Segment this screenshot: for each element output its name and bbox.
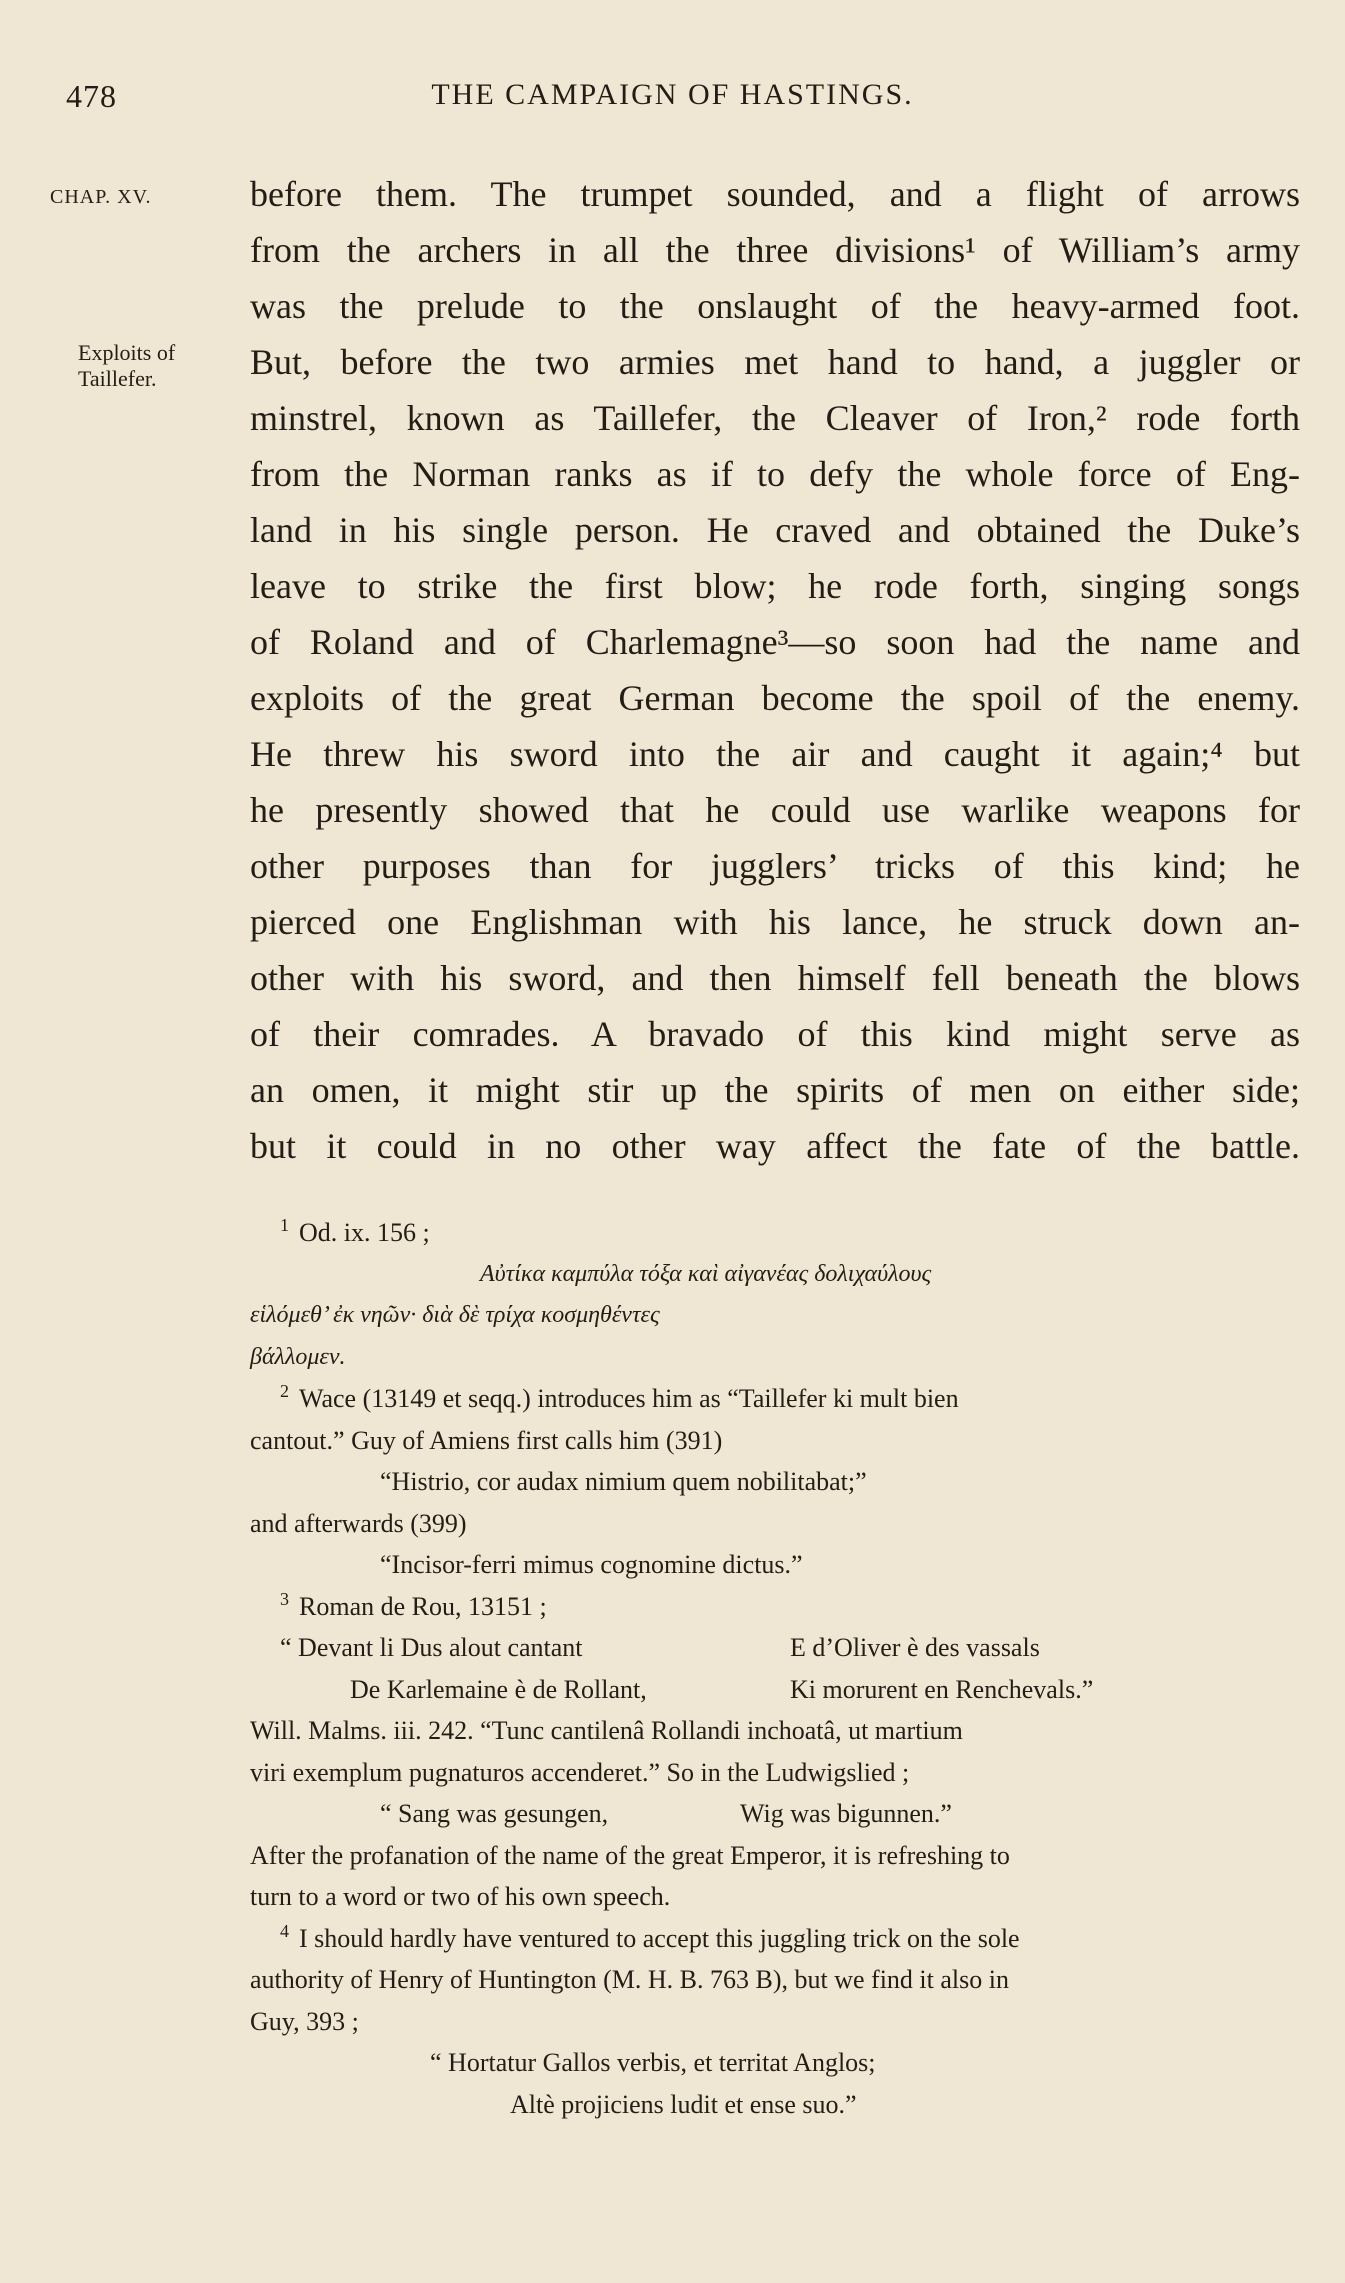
footnote-text: Roman de Rou, 13151 ; — [299, 1591, 547, 1621]
side-note-line: Taillefer. — [78, 366, 157, 391]
text-line: of their comrades. A bravado of this kind might serve as — [250, 1014, 1300, 1054]
footnote-text: Guy, 393 ; — [250, 2006, 359, 2036]
text-line: minstrel, known as Taillefer, the Cleaver of Iron,² rode forth — [250, 398, 1300, 438]
text-line: But, before the two armies met hand to hand, a juggler or — [250, 342, 1300, 382]
footnote-1 — [250, 1212, 1300, 1254]
footnote-mark: 2 — [280, 1381, 289, 1402]
footnote-text: I should hardly have ventured to accept this juggling trick on the sole — [299, 1923, 1020, 1953]
footnote-mark: 3 — [280, 1588, 289, 1609]
text-line: land in his single person. He craved and obtained the Duke’s — [250, 510, 1300, 550]
greek-quote-line: Αὐτίκα καμπύλα τόξα καὶ αἰγανέας δολιχαύλους — [480, 1260, 932, 1287]
verse-line — [250, 1627, 1300, 1669]
verse-right: Wig was bigunnen.” — [740, 1799, 952, 1828]
footnote-mark: 4 — [280, 1920, 289, 1941]
verse-left: “ Devant li Dus alout cantant — [280, 1633, 583, 1662]
footnote-text: turn to a word or two of his own speech. — [250, 1882, 671, 1911]
greek-quote-line: εἱλόμεθ’ ἐκ νηῶν· διὰ δὲ τρίχα κοσμηθέντες — [250, 1302, 660, 1328]
footnote-text: After the profanation of the name of the great Emperor, it is refreshing to — [250, 1840, 1010, 1870]
footnote-mark: 1 — [280, 1215, 289, 1236]
quote-line: “ Hortatur Gallos verbis, et territat Anglos; — [430, 2048, 876, 2077]
text-line: an omen, it might stir up the spirits of men on either side; — [250, 1070, 1300, 1110]
verse-line — [250, 1793, 1300, 1835]
text-line: exploits of the great German become the spoil of the enemy. — [250, 678, 1300, 718]
running-title: THE CAMPAIGN OF HASTINGS. — [431, 78, 914, 111]
footnote-text: Od. ix. 156 ; — [299, 1218, 430, 1247]
text-line: but it could in no other way affect the fate of the battle. — [250, 1126, 1300, 1166]
text-line: He threw his sword into the air and caught it again;⁴ but — [250, 734, 1300, 774]
verse-left: De Karlemaine è de Rollant, — [350, 1674, 647, 1704]
verse-right: E d’Oliver è des vassals — [790, 1633, 1040, 1662]
text-line: other with his sword, and then himself fell beneath the blows — [250, 958, 1300, 998]
text-line: of Roland and of Charlemagne³—so soon had the name and — [250, 622, 1300, 662]
text-line: other purposes than for jugglers’ tricks of this kind; he — [250, 846, 1300, 886]
footnote-text: Will. Malms. iii. 242. “Tunc cantilenâ Rollandi inchoatâ, ut martium — [250, 1716, 963, 1745]
text-line: before them. The trumpet sounded, and a flight of arrows — [250, 174, 1300, 214]
footnote-text: authority of Henry of Huntington (M. H. B. 763 B), but we find it also in — [250, 1965, 1009, 1994]
text-line: pierced one Englishman with his lance, he struck down an- — [250, 902, 1300, 942]
footnote-text: cantout.” Guy of Amiens first calls him (391) — [250, 1425, 723, 1455]
text-line: from the archers in all the three divisions¹ of William’s army — [250, 230, 1300, 270]
footnotes — [250, 1212, 1300, 2125]
text-line: he presently showed that he could use warlike weapons for — [250, 790, 1300, 830]
footnote-text: and afterwards (399) — [250, 1508, 467, 1538]
verse-line — [250, 1669, 1300, 1711]
chapter-marginal-label: CHAP. XV. — [50, 186, 152, 208]
text-line: from the Norman ranks as if to defy the whole force of Eng- — [250, 454, 1300, 494]
footnote-text: Wace (13149 et seqq.) introduces him as “Taillefer ki mult bien — [299, 1384, 959, 1413]
page-number: 478 — [66, 78, 117, 114]
footnote-2 — [250, 1378, 1300, 1420]
verse-left: “ Sang was gesungen, — [380, 1799, 609, 1828]
quote-line: “Incisor-ferri mimus cognomine dictus.” — [380, 1550, 803, 1579]
page-header — [0, 78, 1345, 128]
quote-line: Altè projiciens ludit et ense suo.” — [510, 2089, 857, 2119]
main-text — [250, 166, 1300, 1174]
footnote-3 — [250, 1586, 1300, 1628]
quote-line: “Histrio, cor audax nimium quem nobilitabat;” — [380, 1467, 867, 1496]
side-note-line: Exploits of — [78, 340, 176, 365]
text-line: leave to strike the first blow; he rode forth, singing songs — [250, 566, 1300, 606]
side-note — [78, 340, 248, 392]
greek-quote-line: βάλλομεν. — [250, 1343, 346, 1370]
verse-right: Ki morurent en Renchevals.” — [790, 1674, 1094, 1704]
text-line: was the prelude to the onslaught of the heavy-armed foot. — [250, 286, 1300, 326]
footnote-text: viri exemplum pugnaturos accenderet.” So in the Ludwigslied ; — [250, 1757, 910, 1787]
footnote-4 — [250, 1918, 1300, 1960]
